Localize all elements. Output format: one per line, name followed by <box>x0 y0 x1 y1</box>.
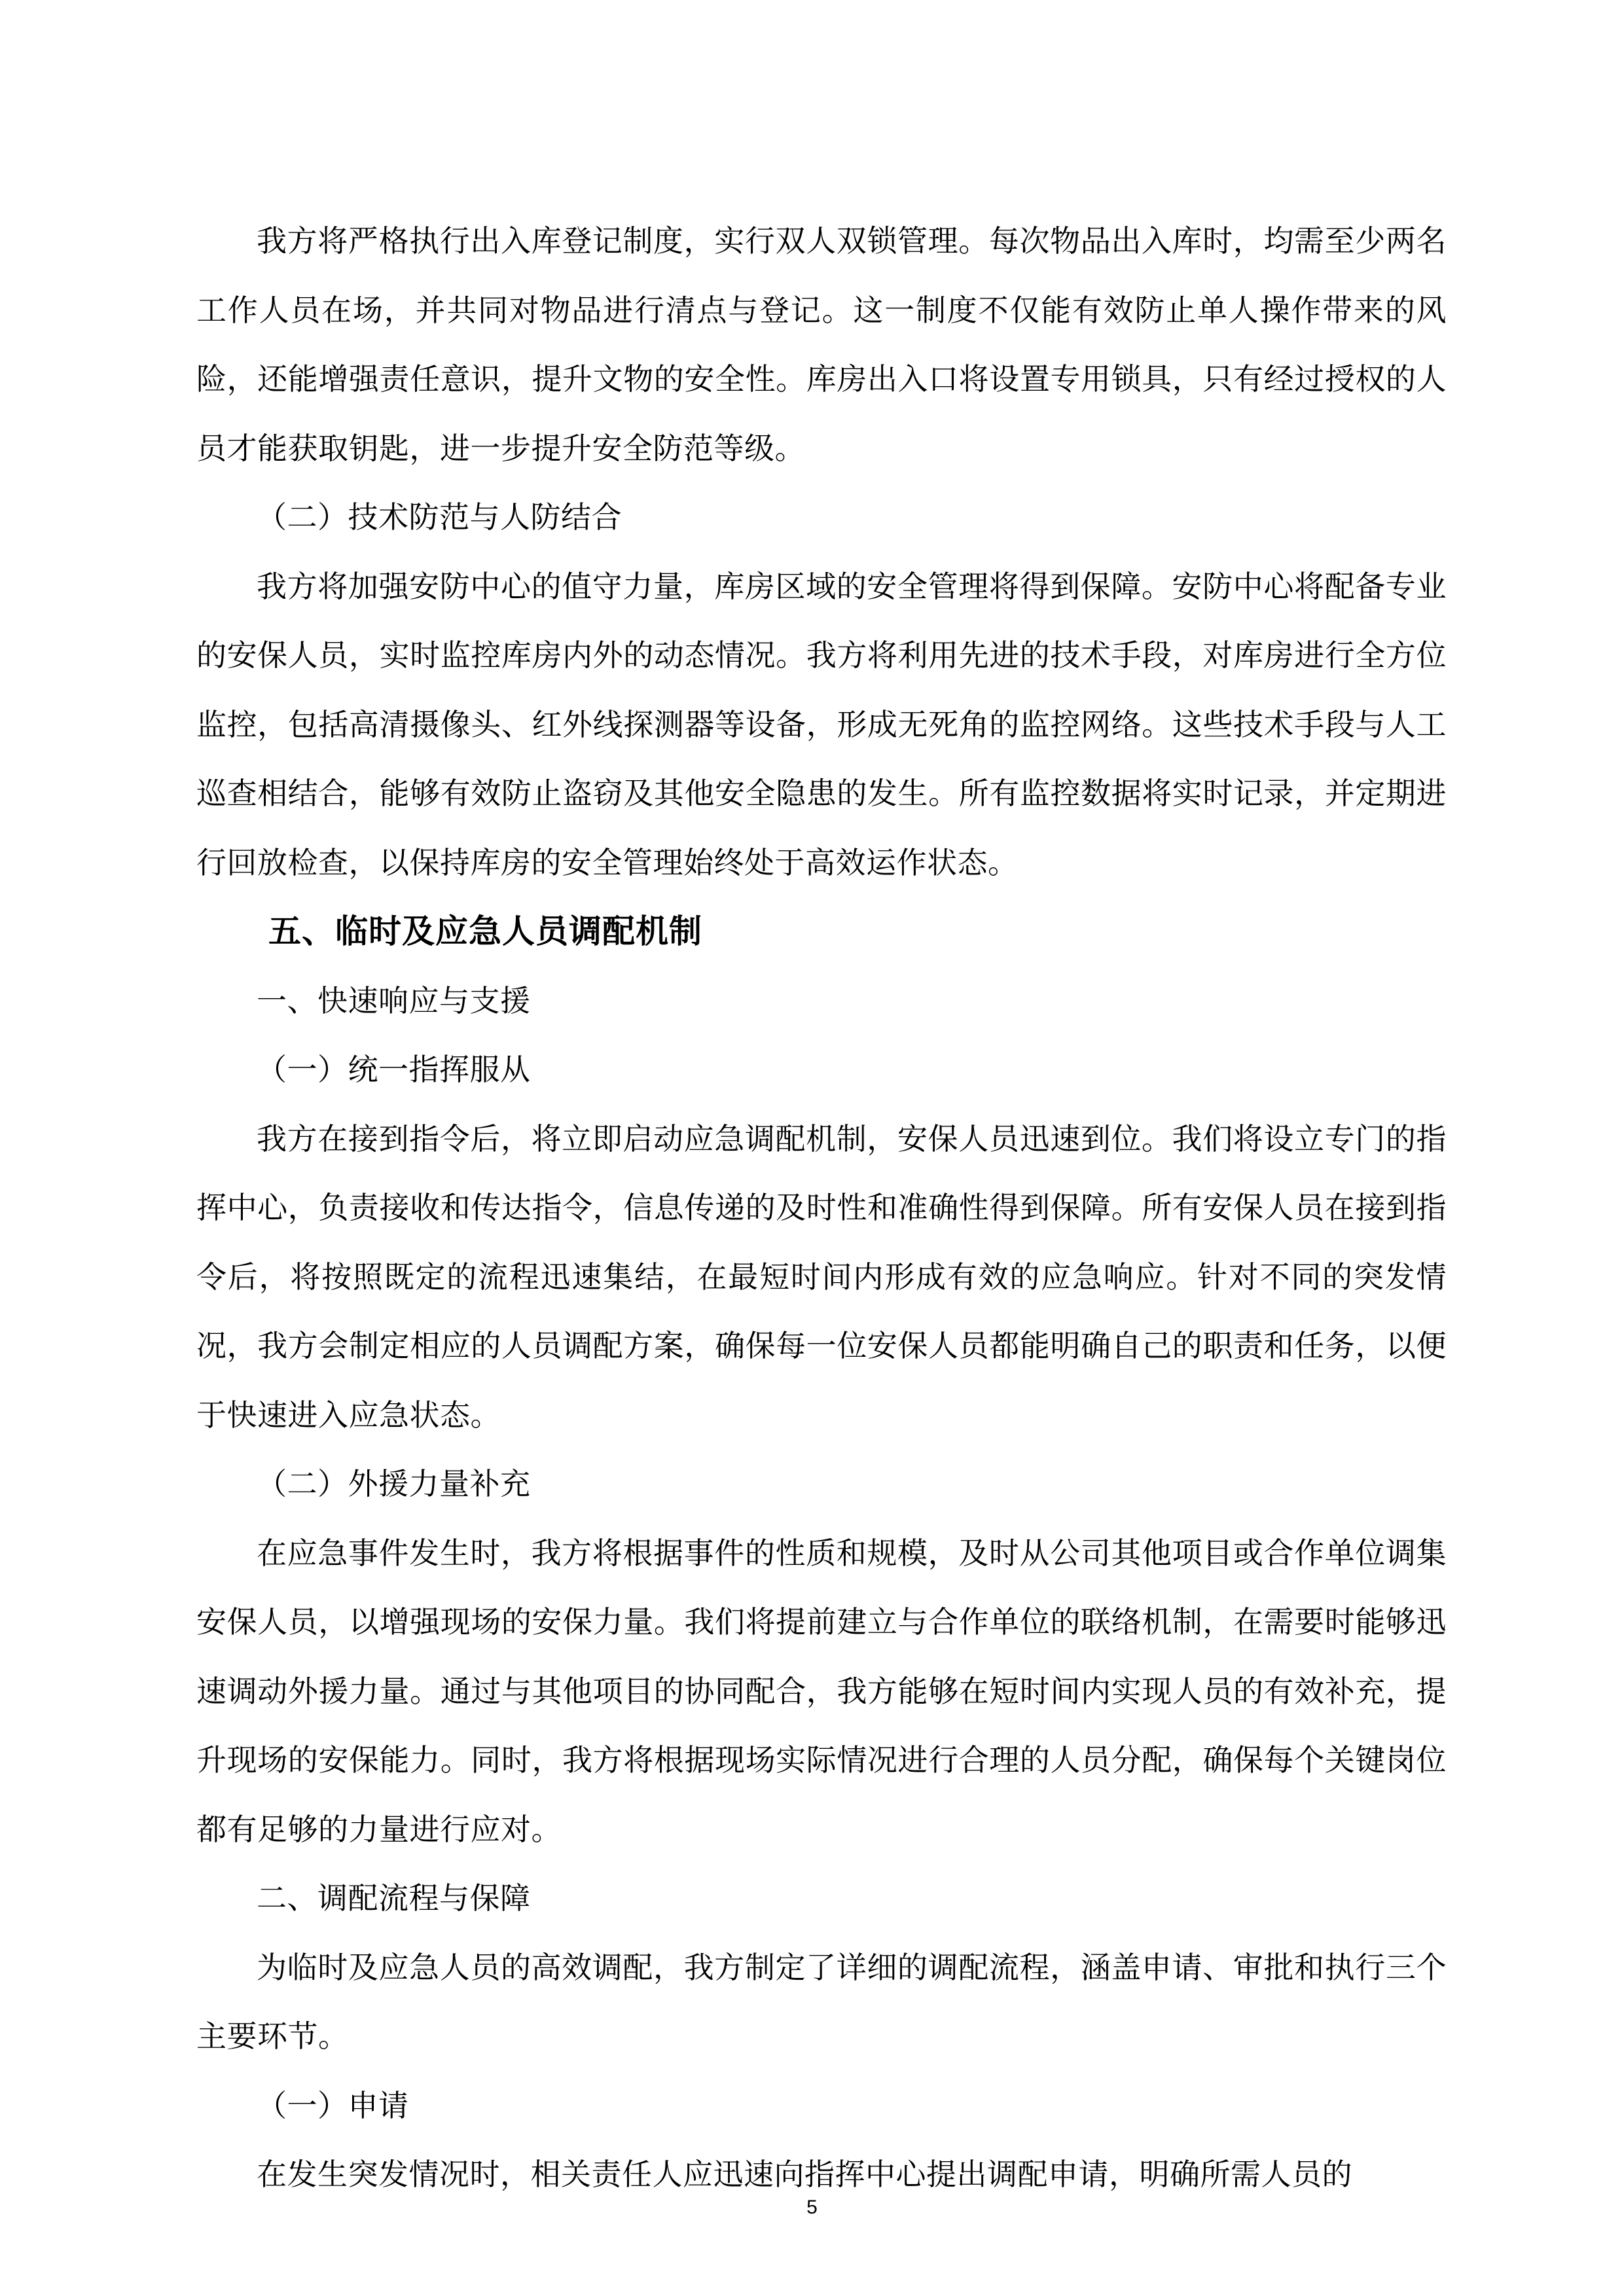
paragraph-command-center: 我方在接到指令后，将立即启动应急调配机制，安保人员迅速到位。我们将设立专门的指挥中心，负责接收和传达指令，信息传递的及时性和准确性得到保障。所有安保人员在接到指令后，将按照既定的流程迅速集结，在最短时间内形成有效的应急响应。针对不同的突发情况，我方会制定相应的人员调配方案，确保每一位安保人员都能明确自己的职责和任务，以便于快速进入应急状态。 <box>196 1121 1447 1433</box>
section-heading-emergency-staffing: 五、临时及应急人员调配机制 <box>268 912 702 950</box>
subheading-rapid-response: 一、快速响应与支援 <box>257 982 531 1018</box>
paragraph-access-control: 我方将严格执行出入库登记制度，实行双人双锁管理。每次物品出入库时，均需至少两名工作人员在场，并共同对物品进行清点与登记。这一制度不仅能有效防止单人操作带来的风险，还能增强责任意识，提升文物的安全性。库房出入口将设置专用锁具，只有经过授权的人员才能获取钥匙，进一步提升安全防范等级。 <box>196 223 1447 466</box>
paragraph-security-center: 我方将加强安防中心的值守力量，库房区域的安全管理将得到保障。安防中心将配备专业的安保人员，实时监控库房内外的动态情况。我方将利用先进的技术手段，对库房进行全方位监控，包括高清摄像头、红外线探测器等设备，形成无死角的监控网络。这些技术手段与人工巡查相结合，能够有效防止盗窃及其他安全隐患的发生。所有监控数据将实时记录，并定期进行回放检查，以保持库房的安全管理始终处于高效运作状态。 <box>196 568 1447 880</box>
paragraph-external-support: 在应急事件发生时，我方将根据事件的性质和规模，及时从公司其他项目或合作单位调集安保人员，以增强现场的安保力量。我们将提前建立与合作单位的联络机制，在需要时能够迅速调动外援力量。通过与其他项目的协同配合，我方能够在短时间内实现人员的有效补充，提升现场的安保能力。同时，我方将根据现场实际情况进行合理的人员分配，确保每个关键岗位都有足够的力量进行应对。 <box>196 1535 1447 1847</box>
paragraph-application: 在发生突发情况时，相关责任人应迅速向指挥中心提出调配申请，明确所需人员的 <box>257 2157 1352 2192</box>
subheading-dispatch-process: 二、调配流程与保障 <box>257 1880 531 1916</box>
page-number: 5 <box>806 2197 818 2218</box>
subheading-tech-and-human-defense: （二）技术防范与人防结合 <box>257 499 622 535</box>
paragraph-dispatch-process: 为临时及应急人员的高效调配，我方制定了详细的调配流程，涵盖申请、审批和执行三个主要环节。 <box>196 1949 1447 2054</box>
subheading-external-support: （二）外援力量补充 <box>257 1466 531 1501</box>
subheading-unified-command: （一）统一指挥服从 <box>257 1052 531 1087</box>
document-body <box>196 207 1447 2210</box>
subheading-application: （一）申请 <box>257 2087 409 2123</box>
